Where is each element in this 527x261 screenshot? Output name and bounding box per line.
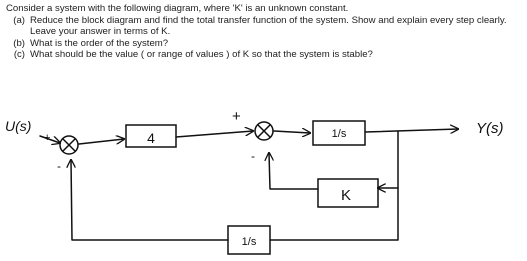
part-text: What should be the value ( or range of values ) of K so that the system is stable? <box>30 49 373 61</box>
forward-integrator-label: 1/s <box>331 128 347 140</box>
question-intro: Consider a system with the following diagram, where 'K' is an unknown constant. <box>6 3 349 14</box>
summing-junction-2 <box>255 122 273 140</box>
inner-feedback-line <box>269 153 318 189</box>
signal-line <box>79 139 124 144</box>
summing-junction-1 <box>60 136 78 154</box>
outer-feedback-line <box>71 160 228 240</box>
part-letter: (c) <box>13 49 25 61</box>
plus-sign-1: + <box>44 132 51 144</box>
minus-sign-2: - <box>251 149 255 163</box>
feedback-gain-label: K <box>340 187 352 204</box>
outer-feedback-label: 1/s <box>241 236 257 248</box>
inner-feedback-line <box>378 131 398 188</box>
part-letter: (a) <box>13 14 25 26</box>
output-signal-line <box>365 129 458 132</box>
part-text: Reduce the block diagram and find the total transfer function of the system. Show and explain every step clearly. Leave your answer in terms of K. <box>30 14 507 38</box>
part-letter: (b) <box>13 37 25 49</box>
gain-4-label: 4 <box>147 130 155 146</box>
output-label: Y(s) <box>476 120 504 137</box>
minus-sign-1: - <box>57 159 61 173</box>
plus-sign-2: + <box>232 108 241 125</box>
outer-feedback-line <box>270 188 398 240</box>
signal-line <box>176 131 253 137</box>
signal-line <box>274 131 310 133</box>
input-label: U(s) <box>5 118 32 134</box>
part-text: What is the order of the system? <box>30 37 169 49</box>
